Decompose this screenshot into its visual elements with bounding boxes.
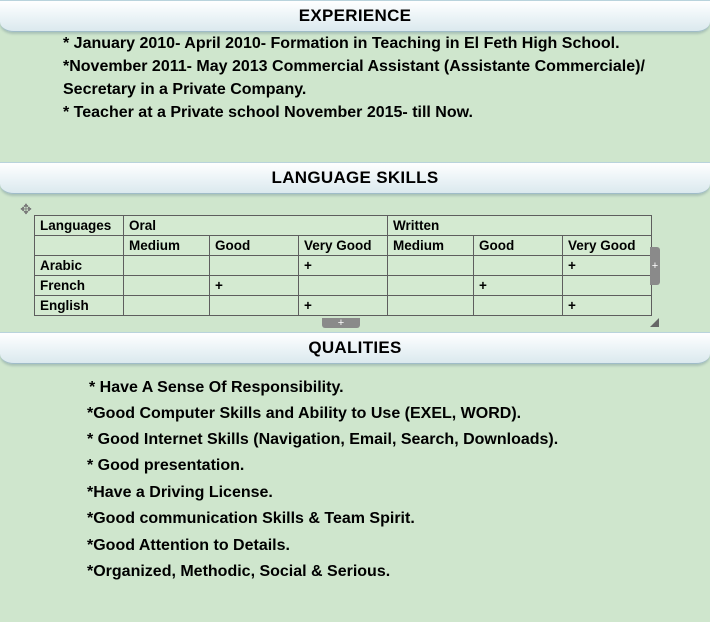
table-header-row bbox=[35, 216, 652, 236]
header-oral-good: Good bbox=[210, 236, 299, 256]
quality-item: *Organized, Methodic, Social & Serious. bbox=[87, 563, 391, 580]
quality-item: * Good presentation. bbox=[87, 457, 245, 474]
skill-cell: + bbox=[210, 276, 299, 296]
add-row-button[interactable]: + bbox=[322, 318, 360, 328]
skill-cell bbox=[388, 276, 474, 296]
table-move-handle-icon[interactable]: ✥ bbox=[20, 201, 32, 217]
language-name: English bbox=[35, 296, 124, 316]
skill-cell: + bbox=[563, 256, 652, 276]
skill-cell bbox=[563, 276, 652, 296]
header-written-good: Good bbox=[474, 236, 563, 256]
language-name: French bbox=[35, 276, 124, 296]
skill-cell: + bbox=[299, 296, 388, 316]
quality-item: * Good Internet Skills (Navigation, Email, Search, Downloads). bbox=[87, 431, 559, 448]
skill-cell bbox=[124, 296, 210, 316]
header-empty-cell bbox=[35, 236, 124, 256]
header-written-medium: Medium bbox=[388, 236, 474, 256]
skill-cell bbox=[388, 296, 474, 316]
experience-heading: EXPERIENCE bbox=[0, 0, 710, 32]
quality-item: *Good communication Skills & Team Spirit. bbox=[87, 510, 415, 527]
language-skills-table bbox=[34, 215, 652, 316]
skill-cell bbox=[474, 296, 563, 316]
skill-cell bbox=[210, 256, 299, 276]
experience-line-4: * Teacher at a Private school November 2015- till Now. bbox=[63, 104, 473, 121]
table-row bbox=[35, 256, 652, 276]
add-column-button[interactable]: + bbox=[650, 247, 660, 285]
skill-cell: + bbox=[474, 276, 563, 296]
header-oral: Oral bbox=[124, 216, 388, 236]
quality-item: *Have a Driving License. bbox=[87, 484, 273, 501]
quality-item: *Good Attention to Details. bbox=[87, 537, 290, 554]
skill-cell: + bbox=[299, 256, 388, 276]
table-row bbox=[35, 296, 652, 316]
skill-cell bbox=[210, 296, 299, 316]
skill-cell: + bbox=[563, 296, 652, 316]
language-skills-heading: LANGUAGE SKILLS bbox=[0, 162, 710, 194]
header-written-very-good: Very Good bbox=[563, 236, 652, 256]
skill-cell bbox=[388, 256, 474, 276]
language-name: Arabic bbox=[35, 256, 124, 276]
skill-cell bbox=[474, 256, 563, 276]
quality-item: *Good Computer Skills and Ability to Use (EXEL, WORD). bbox=[87, 405, 522, 422]
qualities-heading: QUALITIES bbox=[0, 332, 710, 364]
language-skills-table-wrapper bbox=[34, 215, 652, 316]
skill-cell bbox=[124, 256, 210, 276]
experience-line-3: Secretary in a Private Company. bbox=[63, 81, 307, 98]
skill-cell bbox=[124, 276, 210, 296]
skill-cell bbox=[299, 276, 388, 296]
header-written: Written bbox=[388, 216, 652, 236]
table-subheader-row bbox=[35, 236, 652, 256]
header-oral-very-good: Very Good bbox=[299, 236, 388, 256]
experience-line-2: *November 2011- May 2013 Commercial Assistant (Assistante Commerciale)/ bbox=[63, 58, 645, 75]
table-row bbox=[35, 276, 652, 296]
experience-line-1: * January 2010- April 2010- Formation in Teaching in El Feth High School. bbox=[63, 35, 620, 52]
header-oral-medium: Medium bbox=[124, 236, 210, 256]
table-resize-handle-icon[interactable] bbox=[650, 318, 659, 327]
quality-item: * Have A Sense Of Responsibility. bbox=[89, 379, 344, 396]
header-languages: Languages bbox=[35, 216, 124, 236]
